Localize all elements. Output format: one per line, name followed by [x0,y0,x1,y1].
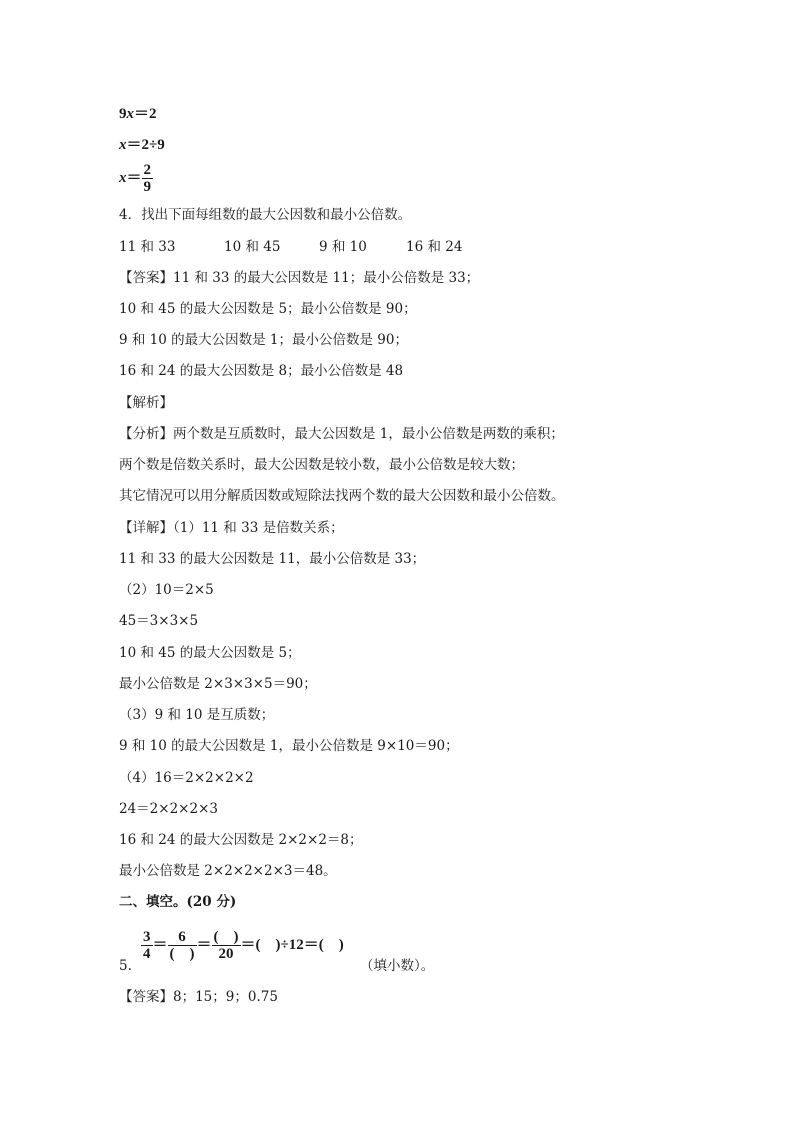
eq3-numerator: 2 [143,162,152,179]
equation-line-3 [119,160,153,195]
option-1: 11 和 33 [119,239,176,255]
option-4: 16 和 24 [406,239,463,255]
detail-line: 45＝3×3×5 [119,613,199,629]
q5-equals-1: ＝ [152,935,168,953]
q5-f3-denominator: 20 [212,945,241,962]
detail-line: （2）10＝2×5 [119,582,214,598]
q5-f2-denominator: ( ) [169,946,195,963]
question-5-answer: 【答案】8；15；9；0.75 [119,989,278,1005]
answer-line: 9 和 10 的最大公因数是 1；最小公倍数是 90； [119,332,408,348]
eq1-coef: 9 [119,106,127,122]
detail-line: 11 和 33 的最大公因数是 11，最小公倍数是 33； [119,551,426,567]
q5-equals-2: ＝ [196,935,212,953]
eq3-equals: ＝ [126,168,142,186]
q5-equals-3: ＝ [240,935,256,953]
q5-f2-numerator: 6 [178,929,186,946]
answer-line: 10 和 45 的最大公因数是 5；最小公倍数是 90； [119,301,417,317]
equation-line-2 [119,135,165,154]
eq2-equals: ＝ [126,135,142,153]
q5-f3-numerator: ( ) [213,929,239,946]
question-5-equation [119,926,344,963]
detail-line: 最小公倍数是 2×3×3×5＝90； [119,676,317,692]
q5-f1-denominator: 4 [143,946,151,963]
eq3-fraction [142,162,154,195]
eq1-rhs: 2 [149,106,157,122]
eq2-rhs: 2÷9 [141,137,165,153]
detail-line: （4）16＝2×2×2×2 [119,770,254,786]
q5-fraction-1 [141,929,153,962]
question-5-number: 5. [119,958,132,974]
analysis-heading: 【解析】 [119,395,173,411]
analysis-line: 【分析】两个数是互质数时，最大公因数是 1，最小公倍数是两数的乘积； [119,426,564,442]
equation-line-1 [119,104,157,123]
eq1-equals: ＝ [134,104,150,122]
eq1-var: x [126,106,134,122]
q5-fraction-3 [212,929,241,962]
analysis-line: 两个数是倍数关系时，最大公因数是较小数，最小公倍数是较大数； [119,457,524,473]
analysis-line: 其它情况可以用分解质因数或短除法找两个数的最大公因数和最小公倍数。 [119,488,565,504]
answer-line: 【答案】11 和 33 的最大公因数是 11；最小公倍数是 33； [119,270,480,286]
section-2-heading: 二、填空。(20 分) [119,894,237,910]
detail-line: 最小公倍数是 2×2×2×2×3＝48。 [119,863,337,879]
q5-tail: ( )÷12＝( ) [255,937,344,953]
eq3-denominator: 9 [143,179,152,196]
eq3-var: x [119,170,127,186]
answer-line: 16 和 24 的最大公因数是 8；最小公倍数是 48 [119,363,404,379]
detail-line: 【详解】（1）11 和 33 是倍数关系； [119,520,344,536]
detail-line: 10 和 45 的最大公因数是 5； [119,645,301,661]
question-4-stem: 4．找出下面每组数的最大公因数和最小公倍数。 [119,207,412,223]
detail-line: 24＝2×2×2×3 [119,801,218,817]
q5-fraction-2 [168,929,197,962]
option-3: 9 和 10 [319,239,367,255]
question-4-options [119,238,462,256]
question-5-note: （填小数）。 [360,958,435,974]
detail-line: 16 和 24 的最大公因数是 2×2×2＝8； [119,832,363,848]
eq2-var: x [119,137,127,153]
q5-f1-numerator: 3 [143,929,151,946]
option-2: 10 和 45 [224,239,281,255]
detail-line: （3）9 和 10 是互质数； [119,707,275,723]
detail-line: 9 和 10 的最大公因数是 1，最小公倍数是 9×10＝90； [119,738,459,754]
